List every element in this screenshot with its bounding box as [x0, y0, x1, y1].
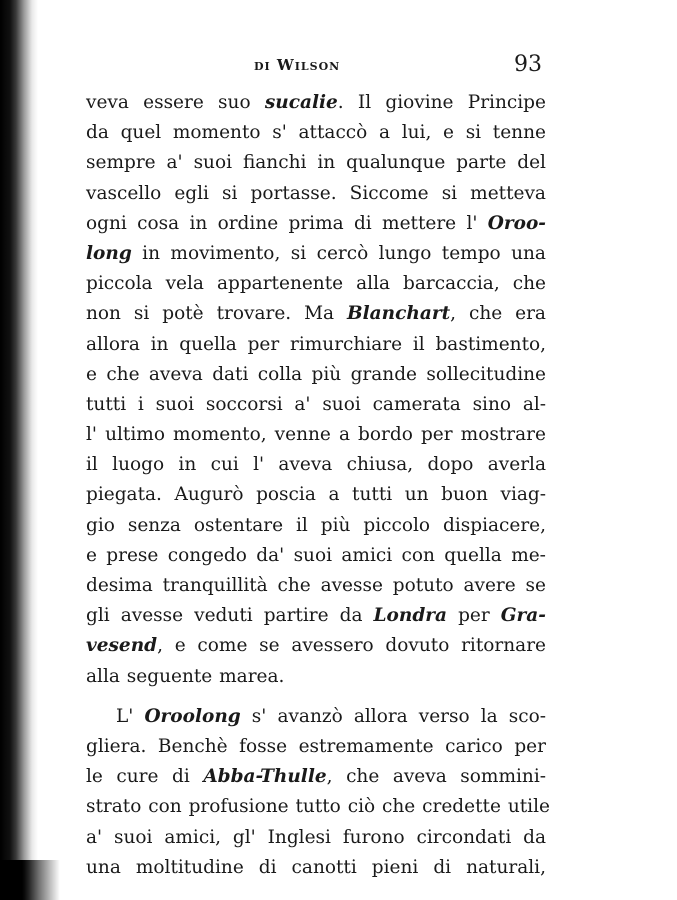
- text-line: desima tranquillità che avesse potuto avere se: [86, 575, 546, 596]
- text-line: una moltitudine di canotti pieni di naturali,: [86, 856, 546, 878]
- text-line: e che aveva dati colla più grande sollecitudine: [86, 363, 547, 385]
- text-line: gli avesse veduti partire da Londra per Gra-: [86, 605, 546, 627]
- text-line: alla seguente marea.: [86, 665, 285, 687]
- page-text: [86, 88, 550, 883]
- text-line: veva essere suo sucalie. Il giovine Principe: [86, 92, 546, 113]
- text-line: piccola vela appartenente alla barcaccia, che: [86, 273, 546, 295]
- text-line: piegata. Augurò poscia a tutti un buon viag-: [86, 484, 547, 506]
- book-edge-shadow: [0, 860, 60, 900]
- book-gutter-shadow: [0, 0, 38, 900]
- text-line: vesend, e come se avessero dovuto ritornare: [86, 635, 546, 657]
- text-line: gio senza ostentare il più piccolo dispiacere,: [86, 514, 547, 536]
- text-line: vascello egli si portasse. Siccome si metteva: [86, 182, 546, 204]
- running-title: di Wilson: [254, 56, 341, 74]
- text-line: il luogo in cui l' aveva chiusa, dopo averla: [86, 454, 546, 476]
- text-line: long in movimento, si cercò lungo tempo una: [86, 242, 546, 264]
- text-line: L' Oroolong s' avanzò allora verso la sco-: [116, 705, 546, 727]
- text-line: gliera. Benchè fosse estremamente carico per: [86, 735, 546, 757]
- text-line: strato con profusione tutto ciò che credette utile: [86, 796, 550, 818]
- text-line: allora in quella per rimurchiare il bastimento,: [86, 333, 547, 355]
- book-page: [86, 52, 550, 883]
- text-line: tutti i suoi soccorsi a' suoi camerata sino al-: [86, 393, 547, 415]
- text-line: ogni cosa in ordine prima di mettere l' Oroo-: [86, 212, 546, 234]
- text-line: non si potè trovare. Ma Blanchart, che era: [86, 303, 546, 325]
- page-number: 93: [514, 52, 542, 77]
- text-line: sempre a' suoi fianchi in qualunque parte del: [86, 152, 546, 174]
- text-line: a' suoi amici, gl' Inglesi furono circondati da: [86, 826, 547, 848]
- text-line: da quel momento s' attaccò a lui, e si tenne: [86, 122, 546, 144]
- text-line: le cure di Abba-Thulle, che aveva sommini-: [86, 766, 546, 788]
- running-head: [86, 52, 546, 88]
- text-line: e prese congedo da' suoi amici con quella me-: [86, 544, 546, 566]
- text-line: l' ultimo momento, venne a bordo per mostrare: [86, 424, 546, 446]
